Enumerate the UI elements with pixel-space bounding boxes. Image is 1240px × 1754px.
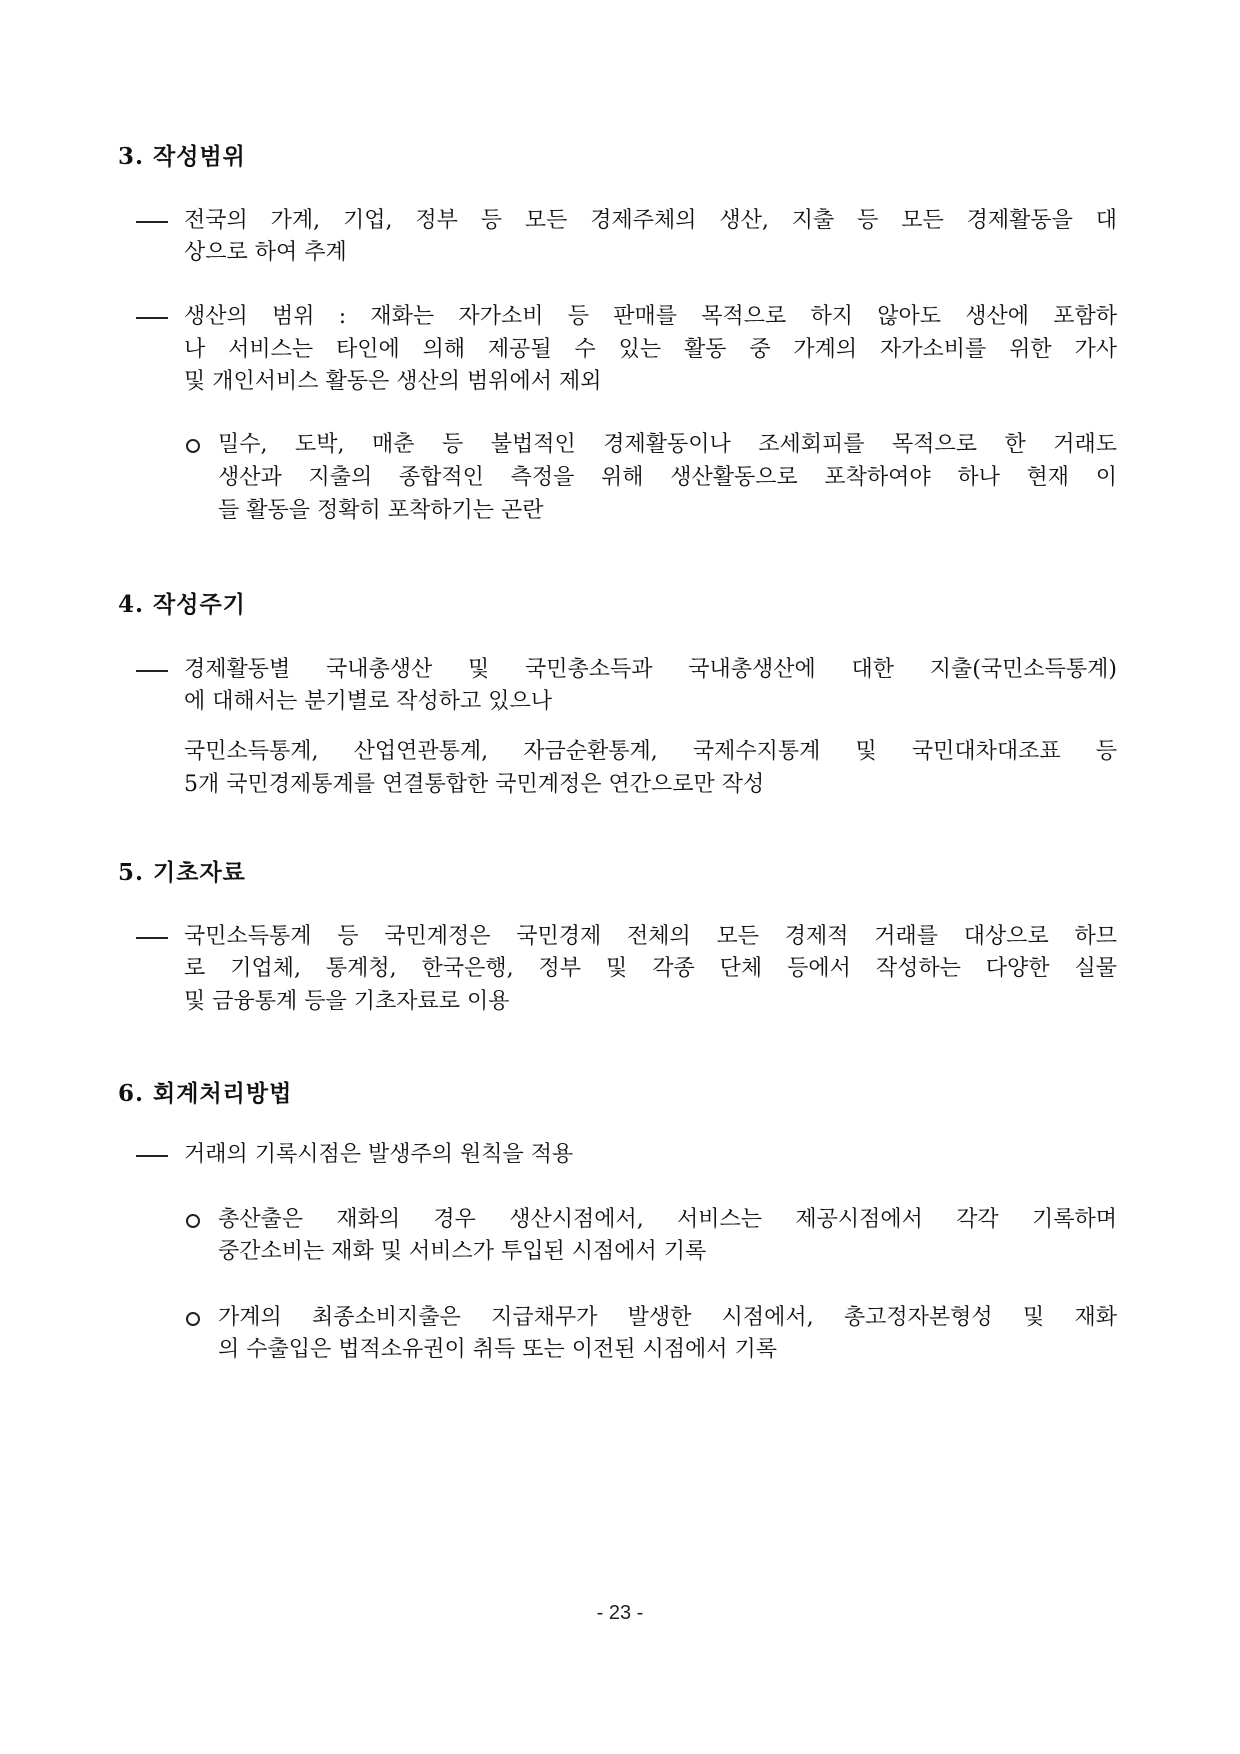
- section-heading-3: 3. 작성범위: [118, 143, 246, 170]
- dash-marker: [136, 302, 170, 332]
- page-number: - 23 -: [596, 1602, 644, 1624]
- dash-marker: [136, 922, 170, 952]
- bullet-line: 밀수, 도박, 매춘 등 불법적인 경제활동이나 조세회피를 목적으로 한 거래도: [218, 432, 1117, 457]
- paragraph-line: 국민소득통계, 산업연관통계, 자금순환통계, 국제수지통계 및 국민대차대조표 등: [184, 739, 1117, 764]
- dash-marker: [136, 655, 170, 685]
- circle-bullet-icon: [183, 1303, 203, 1333]
- circle-bullet-icon: [183, 1205, 203, 1235]
- bullet-line: 생산과 지출의 종합적인 측정을 위해 생산활동으로 포착하여야 하나 현재 이: [218, 465, 1117, 490]
- section-heading-4: 4. 작성주기: [118, 591, 246, 618]
- paragraph-line: 거래의 기록시점은 발생주의 원칙을 적용: [184, 1142, 574, 1167]
- bullet-line: 가계의 최종소비지출은 지급채무가 발생한 시점에서, 총고정자본형성 및 재화: [218, 1305, 1117, 1330]
- circle-bullet-icon: [183, 430, 203, 460]
- bullet-line: 의 수출입은 법적소유권이 취득 또는 이전된 시점에서 기록: [218, 1337, 778, 1362]
- paragraph-line: 및 개인서비스 활동은 생산의 범위에서 제외: [184, 369, 602, 394]
- paragraph-line: 전국의 가계, 기업, 정부 등 모든 경제주체의 생산, 지출 등 모든 경제활동을 대: [184, 208, 1117, 233]
- bullet-line: 중간소비는 재화 및 서비스가 투입된 시점에서 기록: [218, 1239, 707, 1264]
- paragraph-line: 국민소득통계 등 국민계정은 국민경제 전체의 모든 경제적 거래를 대상으로 하므: [184, 924, 1117, 949]
- paragraph-line: 로 기업체, 통계청, 한국은행, 정부 및 각종 단체 등에서 작성하는 다양한 실물: [184, 956, 1117, 981]
- section-heading-6: 6. 회계처리방법: [118, 1080, 293, 1107]
- bullet-line: 들 활동을 정확히 포착하기는 곤란: [218, 498, 544, 523]
- bullet-line: 총산출은 재화의 경우 생산시점에서, 서비스는 제공시점에서 각각 기록하며: [218, 1207, 1117, 1232]
- paragraph-line: 경제활동별 국내총생산 및 국민총소득과 국내총생산에 대한 지출(국민소득통계): [184, 657, 1117, 682]
- dash-marker: [136, 1140, 170, 1170]
- paragraph-line: 나 서비스는 타인에 의해 제공될 수 있는 활동 중 가계의 자가소비를 위한 가사: [184, 337, 1117, 362]
- section-heading-5: 5. 기초자료: [118, 859, 246, 886]
- paragraph-line: 상으로 하여 추계: [184, 240, 347, 265]
- dash-marker: [136, 206, 170, 236]
- paragraph-line: 에 대해서는 분기별로 작성하고 있으나: [184, 689, 553, 714]
- paragraph-line: 생산의 범위 : 재화는 자가소비 등 판매를 목적으로 하지 않아도 생산에 포함하: [184, 304, 1117, 329]
- paragraph-line: 5개 국민경제통계를 연결통합한 국민계정은 연간으로만 작성: [184, 772, 765, 797]
- paragraph-line: 및 금융통계 등을 기초자료로 이용: [184, 989, 510, 1014]
